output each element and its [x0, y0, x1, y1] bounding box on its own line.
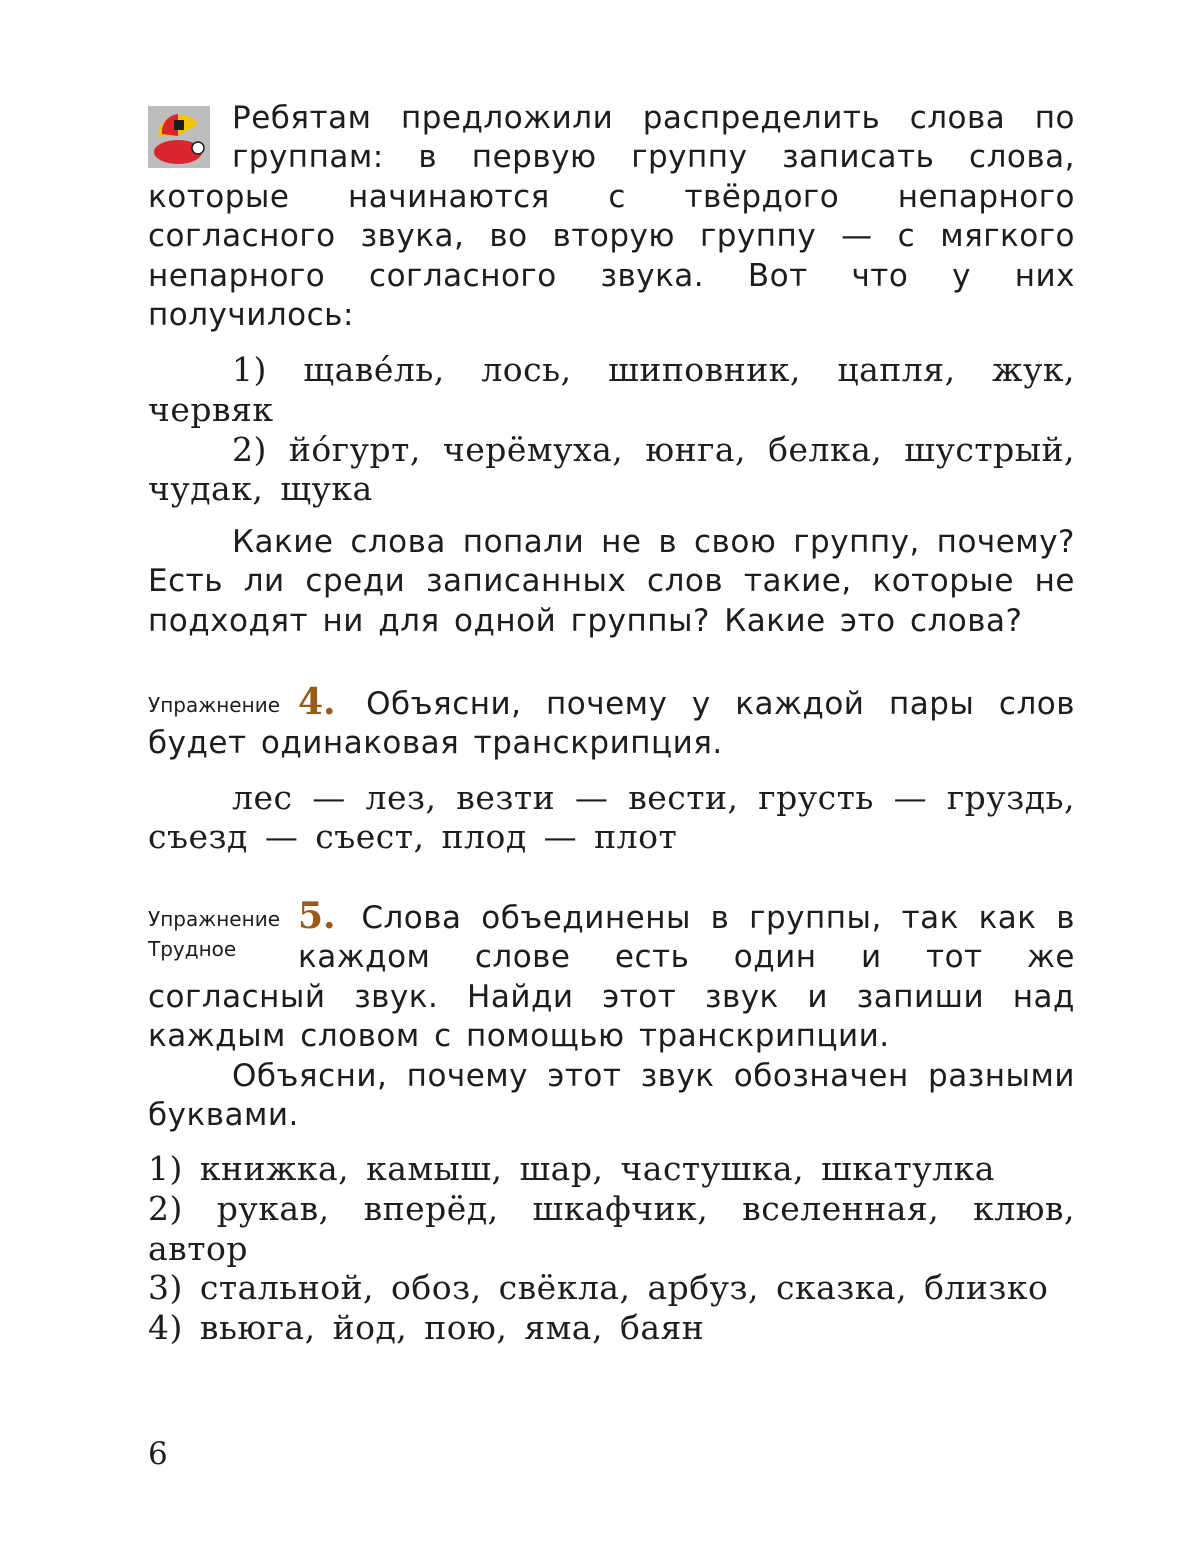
word-lists: [148, 350, 1075, 508]
exercise-5: [148, 897, 1075, 1057]
exercise-4: [148, 683, 1075, 764]
exercise-label: Упражнение: [148, 693, 280, 718]
exercise-4-instruction: Объясни, почему у каждой пары слов будет одинаковая транскрипция.: [148, 686, 1076, 762]
intro-text: Ребятам предложили распределить слова по группам: в первую группу записать слова, которые начинаются с твёрдого непарного согласного звука, во вторую группу — с мягкого непарного согласного звука. Вот что у них получилось:: [148, 100, 1075, 334]
intro-block: [148, 99, 1075, 335]
exercise-5-list-4: 4) вьюга, йод, пою, яма, баян: [148, 1307, 705, 1347]
exercise-5-list-1: 1) книжка, камыш, шар, частушка, шкатулка: [148, 1149, 995, 1189]
exercise-5-instruction: Слова объединены в группы, так как в каждом слове есть один и тот же согласный звук. Найди этот звук и запиши над каждым словом с помощью транскрипции.: [148, 900, 1076, 1055]
exercise-label: Упражнение: [148, 907, 280, 932]
exercise-4-words: лес — лез, везти — вести, грусть — груздь, съезд — съест, плод — плот: [148, 777, 1075, 857]
page-number: 6: [148, 1436, 168, 1472]
mascot-icon: [148, 106, 210, 168]
exercise-5-list-3: 3) стальной, обоз, свёкла, арбуз, сказка, близко: [148, 1268, 1049, 1308]
exercise-number: 5.: [298, 895, 336, 938]
exercise-4-label-col: [148, 683, 298, 718]
exercise-5-list-2: 2) рукав, вперёд, шкафчик, вселенная, клюв, автор: [148, 1189, 1075, 1268]
word-list-2: 2) йо́гурт, черёмуха, юнга, белка, шустрый, чудак, щука: [148, 429, 1075, 509]
exercise-5-label-col: [148, 897, 298, 962]
exercise-number: 4.: [298, 681, 336, 724]
word-list-1: 1) щаве́ль, лось, шиповник, цапля, жук, червяк: [148, 350, 1075, 430]
textbook-page: [148, 95, 1075, 1347]
question-text: Какие слова попали не в свою группу, почему? Есть ли среди записанных слов такие, которые не подходят ни для одной группы? Какие это слова?: [148, 523, 1075, 639]
exercise-5-text-2: Объясни, почему этот звук обозначен разными буквами.: [148, 1057, 1075, 1134]
difficulty-label: Трудное: [148, 937, 237, 962]
exercise-5-lists: [148, 1149, 1075, 1347]
